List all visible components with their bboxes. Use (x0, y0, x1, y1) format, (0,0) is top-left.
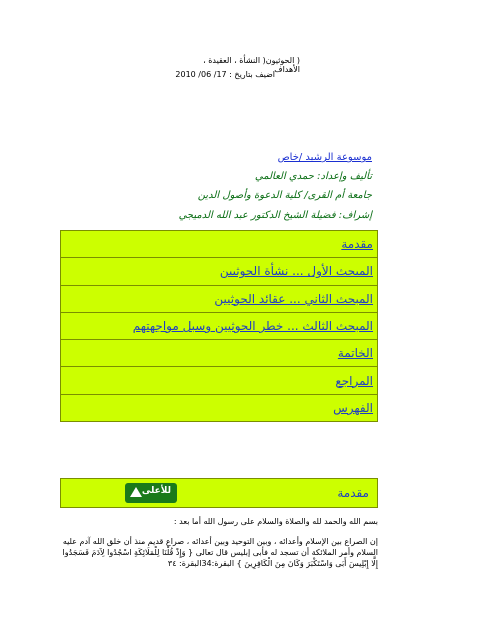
added-date: اضيف بتاريخ : 17/ 06/ 2010 (175, 70, 275, 79)
toc-row (61, 231, 378, 258)
toc-cell (61, 340, 378, 367)
toc-cell (61, 367, 378, 394)
table-of-contents (60, 230, 378, 422)
intro-section-header (60, 478, 378, 508)
back-to-top-label: للأعلى (141, 486, 171, 496)
toc-cell (61, 258, 378, 285)
toc-link-intro[interactable]: مقدمة (341, 237, 373, 252)
toc-link-conclusion[interactable]: الخاتمة (337, 346, 373, 361)
toc-row (61, 258, 378, 285)
toc-link-index[interactable]: الفهرس (333, 400, 373, 415)
supervisor-line: إشراف: فضيلة الشيخ الدكتور عبد الله الدميجي (178, 210, 372, 221)
toc-row (61, 340, 378, 367)
source-link[interactable]: موسوعة الرشيد /خاص (277, 152, 372, 163)
toc-cell (61, 231, 378, 258)
toc-cell (61, 285, 378, 312)
toc-link-references[interactable]: المراجع (335, 373, 373, 388)
toc-row (61, 394, 378, 421)
intro-heading: مقدمة (337, 486, 369, 500)
toc-cell (61, 394, 378, 421)
author-line: تأليف وإعداد: حمدي العالمي (254, 171, 372, 182)
toc-link-chapter-2[interactable]: المبحث الثاني ... عقائد الحوثيين (214, 291, 373, 306)
back-to-top-button[interactable] (125, 483, 177, 503)
university-line: جامعة أم القرى/ كلية الدعوة وأصول الدين (197, 190, 372, 201)
toc-link-chapter-3[interactable]: المبحث الثالث ... خطر الحوثيين وسبل مواجهتهم (132, 318, 373, 333)
toc-row (61, 312, 378, 339)
intro-paragraph: إن الصراع بين الإسلام وأعدائه ، وبين التوحيد وبين أعدائه ، صراع قديم منذ أن خلق الله آدم عليه السلام وأمر الملائكة أن تسجد له فأبى إبليس قال تعالى { وَإِذْ قُلْنَا لِلْمَلَائِكَةِ اسْجُدُوا لِآدَمَ فَسَجَدُوا إِلَّا إِبْلِيسَ أَبَى وَاسْتَكْبَرَ وَكَانَ مِنَ الْكَافِرِينَ } البقرة:34البقرة: ٣٤ (62, 537, 378, 568)
toc-row (61, 285, 378, 312)
page-title: ( الحوثيون( النشأة ، العقيدة ، الأهداف (203, 56, 300, 74)
arrow-up-icon (130, 487, 142, 497)
opening-line: بسم الله والحمد لله والصلاة والسلام على رسول الله أما بعد : (173, 517, 378, 526)
toc-link-chapter-1[interactable]: المبحث الأول ... نشأة الحوثيين (219, 264, 373, 279)
toc-row (61, 367, 378, 394)
toc-cell (61, 312, 378, 339)
